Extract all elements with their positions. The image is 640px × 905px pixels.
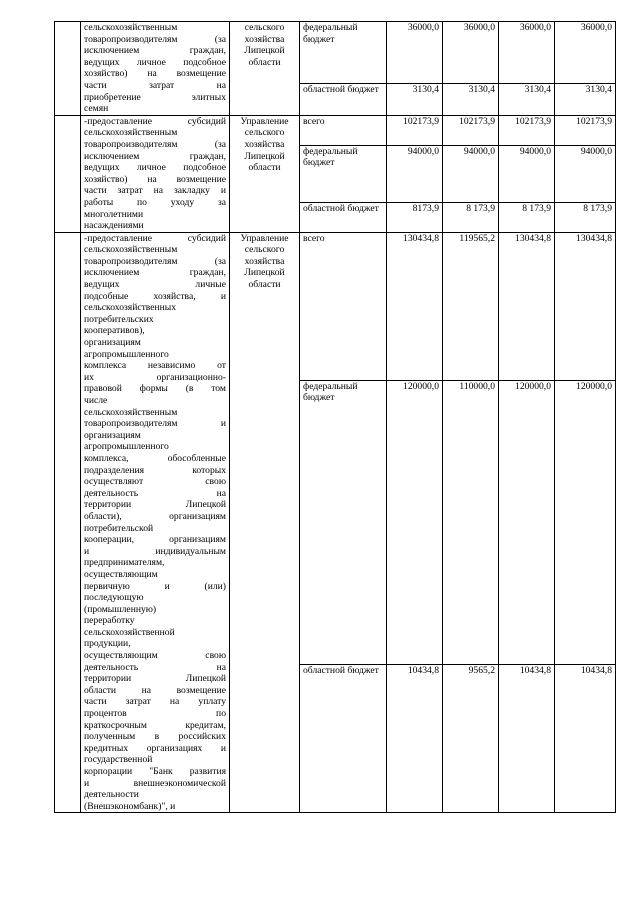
description-line: агропромышленного	[84, 348, 169, 360]
description-line: (промышленную)	[84, 603, 157, 615]
description-line: работы по уходу за	[84, 196, 226, 208]
description-line: краткосрочным кредитам,	[84, 719, 226, 731]
description-line: товаропроизводителям и	[84, 418, 226, 430]
amount-cell: 36000,0	[555, 22, 616, 84]
description-line: полученным в российских	[84, 731, 226, 743]
amount-cell: 120000,0	[555, 380, 616, 664]
funding-source: всего	[300, 232, 387, 380]
measure-description	[81, 115, 230, 232]
amount-cell: 94000,0	[387, 145, 443, 202]
amount-cell: 130434,8	[555, 232, 616, 380]
amount-cell: 94000,0	[499, 145, 555, 202]
description-line: сельскохозяйственным	[84, 406, 178, 418]
amount-cell: 8173,9	[387, 202, 443, 232]
description-line: кооперации, организациям	[84, 534, 226, 546]
description-line: хозяйство) на возмещение	[84, 68, 226, 80]
amount-cell: 36000,0	[499, 22, 555, 84]
funding-source: федеральный бюджет	[300, 145, 387, 202]
description-line: предпринимателям,	[84, 557, 165, 569]
description-line: правовой формы (в том	[84, 383, 226, 395]
amount-cell: 102173,9	[443, 115, 499, 145]
description-line: деятельность на	[84, 487, 226, 499]
description-line: их организационно-	[84, 371, 226, 383]
amount-cell: 102173,9	[387, 115, 443, 145]
row-number-cell	[55, 22, 81, 116]
description-line: товаропроизводителям (за	[84, 138, 226, 150]
funding-source: областной бюджет	[300, 665, 387, 813]
amount-cell: 3130,4	[443, 83, 499, 115]
amount-cell: 120000,0	[387, 380, 443, 664]
description-line: агропромышленного	[84, 441, 169, 453]
description-line: исключением граждан,	[84, 267, 226, 279]
funding-source: областной бюджет	[300, 202, 387, 232]
description-line: организациям	[84, 429, 141, 441]
description-line: сельскохозяйственным	[84, 244, 178, 256]
description-line: части затрат на закладку и	[84, 185, 226, 197]
description-line: товаропроизводителям (за	[84, 255, 226, 267]
amount-cell: 110000,0	[443, 380, 499, 664]
description-line: территории Липецкой	[84, 499, 226, 511]
description-line: исключением граждан,	[84, 45, 226, 57]
description-line: продукции,	[84, 638, 131, 650]
description-line: -предоставление субсидий	[84, 115, 226, 127]
description-line: области), организациям	[84, 510, 226, 522]
description-line: и внешнеэкономической	[84, 777, 226, 789]
description-line: осуществляющим	[84, 568, 158, 580]
description-line: многолетними	[84, 208, 144, 220]
table-row	[55, 22, 616, 84]
description-line: деятельности	[84, 789, 139, 801]
responsible-executor: Управление сельского хозяйства Липецкой области	[230, 232, 300, 813]
amount-cell: 102173,9	[499, 115, 555, 145]
description-line: подразделения которых	[84, 464, 226, 476]
description-line: подсобные хозяйства, и	[84, 290, 226, 302]
table-row	[55, 115, 616, 145]
funding-source: областной бюджет	[300, 83, 387, 115]
amount-cell: 130434,8	[387, 232, 443, 380]
description-line: процентов по	[84, 708, 226, 720]
description-line: последующую	[84, 592, 144, 604]
table-row	[55, 232, 616, 380]
amount-cell: 8 173,9	[443, 202, 499, 232]
amount-cell: 3130,4	[387, 83, 443, 115]
responsible-executor: Управление сельского хозяйства Липецкой области	[230, 115, 300, 232]
description-line: сельскохозяйственным	[84, 127, 178, 139]
description-line: государственной	[84, 754, 153, 766]
measure-description	[81, 22, 230, 116]
description-line: сельскохозяйственных	[84, 302, 177, 314]
amount-cell: 94000,0	[555, 145, 616, 202]
amount-cell: 10434,8	[555, 665, 616, 813]
amount-cell: 120000,0	[499, 380, 555, 664]
description-line: ведущих личные	[84, 279, 226, 291]
budget-table	[54, 21, 616, 813]
description-line: области на возмещение	[84, 684, 226, 696]
description-line: насаждениями	[84, 220, 144, 232]
description-line: потребительских	[84, 313, 154, 325]
description-line: осуществляющим свою	[84, 650, 226, 662]
amount-cell: 94000,0	[443, 145, 499, 202]
description-line: переработку	[84, 615, 135, 627]
amount-cell: 3130,4	[499, 83, 555, 115]
amount-cell: 10434,8	[499, 665, 555, 813]
row-number-cell	[55, 115, 81, 232]
amount-cell: 36000,0	[387, 22, 443, 84]
description-line: приобретение элитных	[84, 91, 226, 103]
amount-cell: 8 173,9	[555, 202, 616, 232]
description-line: сельскохозяйственной	[84, 626, 175, 638]
description-line: товаропроизводителям (за	[84, 33, 226, 45]
description-line: организациям	[84, 337, 141, 349]
description-line: ведущих личное подсобное	[84, 56, 226, 68]
amount-cell: 119565,2	[443, 232, 499, 380]
amount-cell: 9565,2	[443, 665, 499, 813]
amount-cell: 8 173,9	[499, 202, 555, 232]
amount-cell: 130434,8	[499, 232, 555, 380]
description-line: -предоставление субсидий	[84, 232, 226, 244]
responsible-executor: сельского хозяйства Липецкой области	[230, 22, 300, 116]
description-line: исключением граждан,	[84, 150, 226, 162]
description-line: части затрат на уплату	[84, 696, 226, 708]
measure-description	[81, 232, 230, 813]
amount-cell: 36000,0	[443, 22, 499, 84]
description-line: числе	[84, 395, 108, 406]
description-line: сельскохозяйственным	[84, 22, 178, 33]
description-line: части затрат на	[84, 79, 226, 91]
description-line: деятельность на	[84, 661, 226, 673]
funding-source: всего	[300, 115, 387, 145]
funding-source: федеральный бюджет	[300, 22, 387, 84]
amount-cell: 3130,4	[555, 83, 616, 115]
description-line: и индивидуальным	[84, 545, 226, 557]
amount-cell: 10434,8	[387, 665, 443, 813]
description-line: семян	[84, 103, 109, 115]
description-line: первичную и (или)	[84, 580, 226, 592]
description-line: хозяйство) на возмещение	[84, 173, 226, 185]
description-line: осуществляют свою	[84, 476, 226, 488]
description-line: (Внешэкономбанк)", и	[84, 800, 176, 812]
description-line: потребительской	[84, 522, 154, 534]
description-line: корпорации "Банк развития	[84, 766, 226, 777]
description-line: кооперативов),	[84, 325, 145, 337]
description-line: комплекса, обособленные	[84, 452, 226, 464]
description-line: территории Липецкой	[84, 673, 226, 685]
amount-cell: 102173,9	[555, 115, 616, 145]
row-number-cell	[55, 232, 81, 813]
description-line: ведущих личное подсобное	[84, 162, 226, 174]
funding-source: федеральный бюджет	[300, 380, 387, 664]
description-line: кредитных организациях и	[84, 742, 226, 754]
description-line: комплекса независимо от	[84, 360, 226, 372]
